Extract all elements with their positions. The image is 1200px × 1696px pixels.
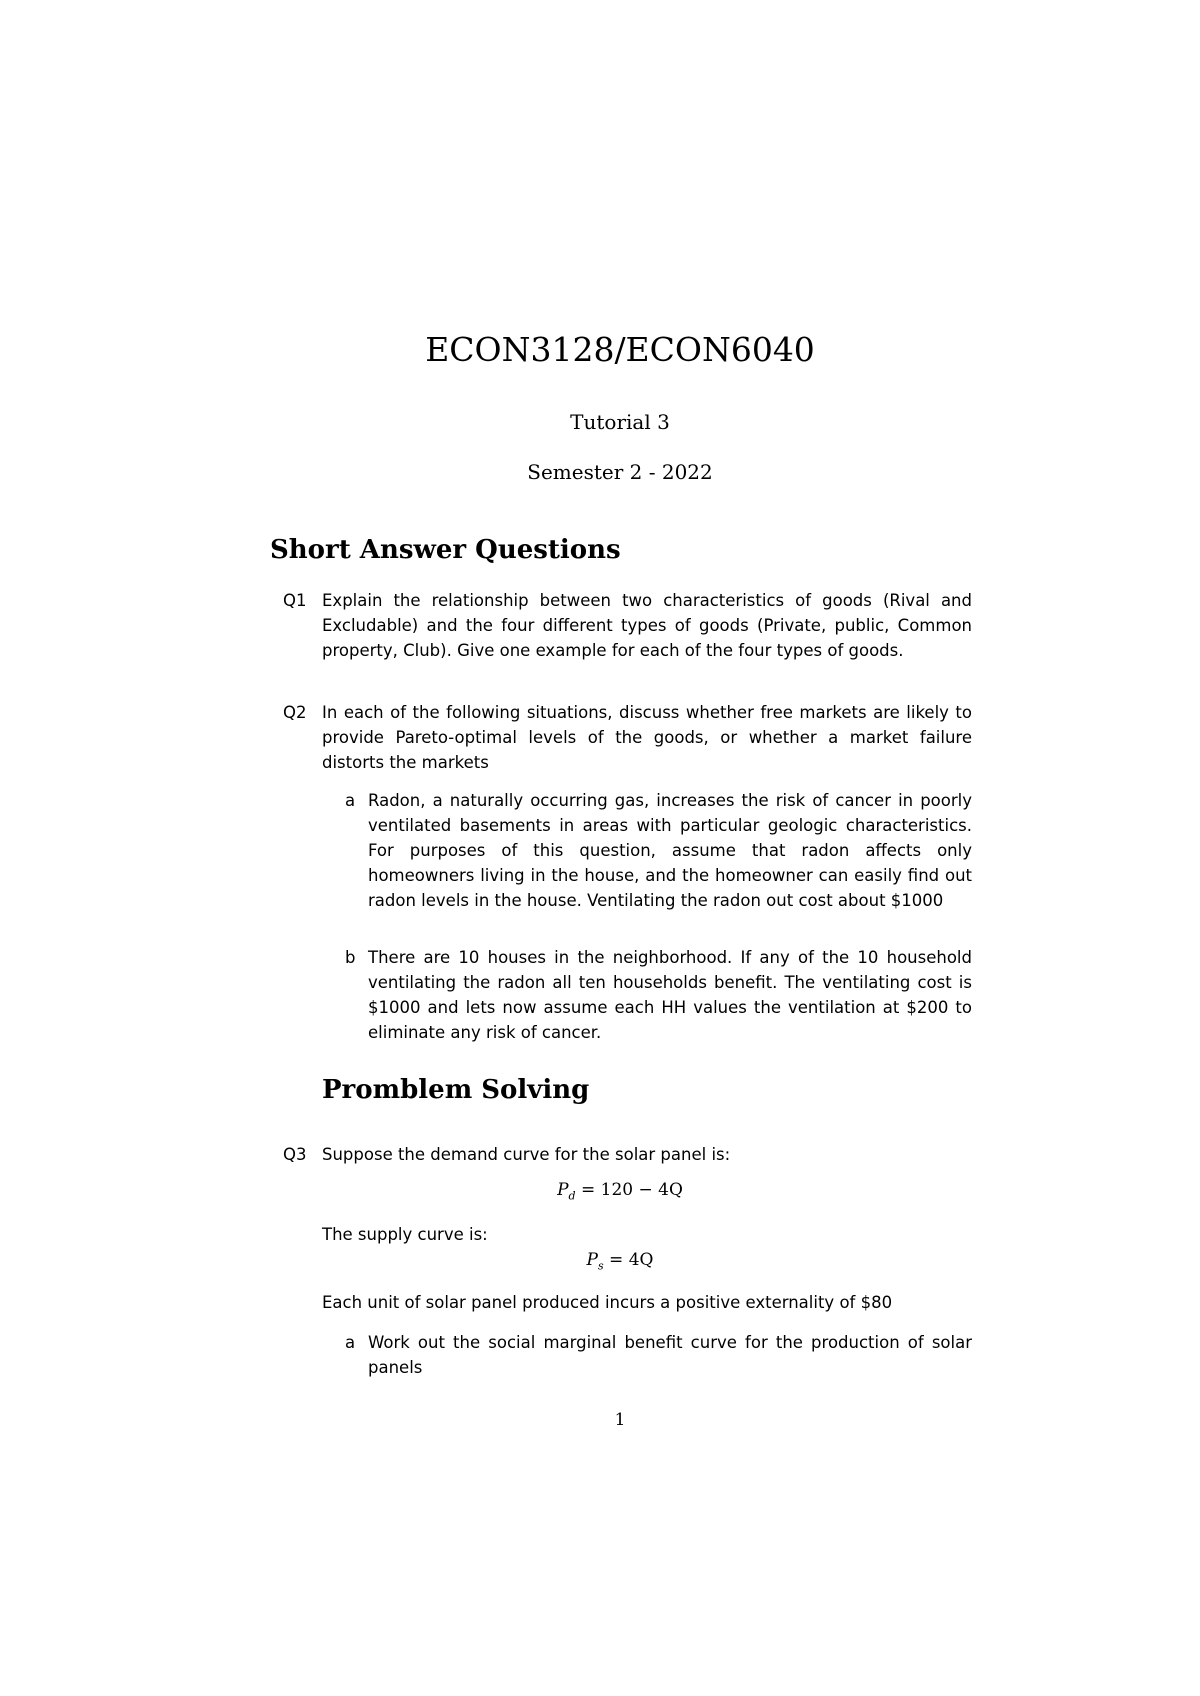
q1-text: Explain the relationship between two characteristics of goods (Rival and Excludable) and the four different types of goods (Private, public, Common property, Club). Give one example for each of the four types of goods. bbox=[322, 591, 972, 660]
semester-label: Semester 2 - 2022 bbox=[527, 460, 713, 484]
q2a-text: Radon, a naturally occurring gas, increases the risk of cancer in poorly ventilated basements in areas with particular geologic characteristics. For purposes of this question, assume that radon affects only homeowners living in the house, and the homeowner can easily find out radon levels in the house. Ventilating the radon out cost about $1000 bbox=[368, 791, 972, 910]
q2-label: Q2 bbox=[283, 703, 307, 722]
q2a-label: a bbox=[345, 791, 356, 810]
supply-equation bbox=[0, 1250, 1200, 1272]
supply-intro: The supply curve is: bbox=[322, 1225, 488, 1244]
q1-label: Q1 bbox=[283, 591, 307, 610]
q2b-label: b bbox=[345, 948, 356, 967]
supply-eq-lhs: P bbox=[586, 1250, 598, 1270]
demand-equation bbox=[0, 1180, 1200, 1202]
problem-solving-heading: Promblem Solving bbox=[322, 1075, 590, 1105]
demand-eq-lhs: P bbox=[557, 1180, 569, 1200]
q3a-label: a bbox=[345, 1333, 356, 1352]
short-answer-heading: Short Answer Questions bbox=[270, 535, 621, 565]
externality-statement: Each unit of solar panel produced incurs a positive externality of $80 bbox=[322, 1293, 893, 1312]
document-title: ECON3128/ECON6040 bbox=[425, 330, 815, 369]
q3-label: Q3 bbox=[283, 1145, 307, 1164]
demand-eq-rhs: = 120 − 4Q bbox=[575, 1180, 683, 1200]
q2b-text: There are 10 houses in the neighborhood. If any of the 10 household ventilating the radon all ten households benefit. The ventilating cost is $1000 and lets now assume each HH values the ventilation at $200 to eliminate any risk of cancer. bbox=[368, 948, 972, 1042]
supply-eq-sub: s bbox=[597, 1259, 604, 1273]
q3a-text: Work out the social marginal benefit curve for the production of solar panels bbox=[368, 1333, 972, 1377]
q3-text: Suppose the demand curve for the solar panel is: bbox=[322, 1145, 731, 1164]
tutorial-number: Tutorial 3 bbox=[570, 410, 670, 434]
supply-eq-rhs: = 4Q bbox=[603, 1250, 654, 1270]
page-number: 1 bbox=[614, 1410, 626, 1430]
q2-text: In each of the following situations, discuss whether free markets are likely to provide Pareto-optimal levels of the goods, or whether a market failure distorts the markets bbox=[322, 703, 972, 772]
demand-eq-sub: d bbox=[568, 1189, 576, 1203]
